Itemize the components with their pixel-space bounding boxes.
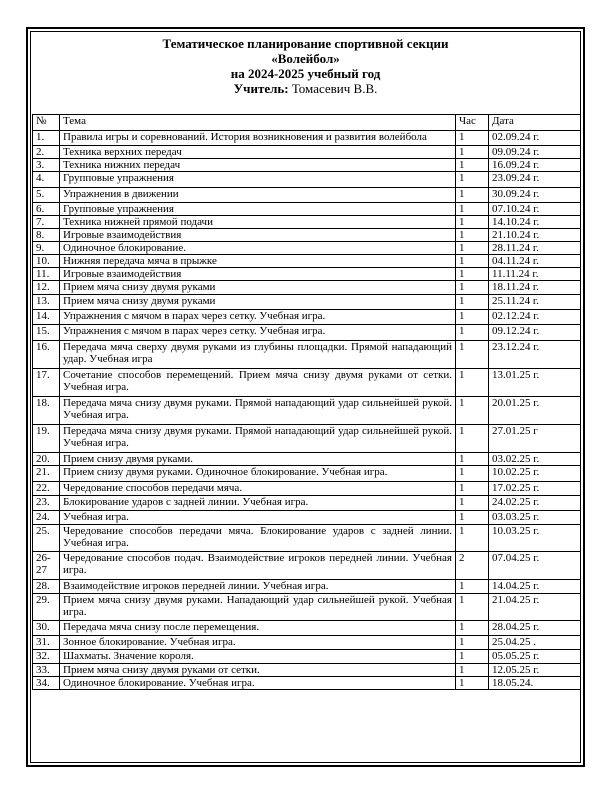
teacher-label: Учитель: xyxy=(233,81,289,96)
table-row xyxy=(33,621,581,636)
row-date: 28.11.24 г. xyxy=(489,242,581,255)
row-number: 23. xyxy=(33,496,60,511)
column-header-number: № xyxy=(33,115,60,131)
row-topic: Техника нижних передач xyxy=(60,159,456,172)
row-topic: Нижняя передача мяча в прыжке xyxy=(60,255,456,268)
row-hours: 1 xyxy=(456,621,489,636)
row-topic: Игровые взаимодействия xyxy=(60,229,456,242)
table-row xyxy=(33,188,581,203)
table-row xyxy=(33,580,581,594)
row-number: 32. xyxy=(33,650,60,664)
table-row xyxy=(33,650,581,664)
document-subtitle: «Волейбол» xyxy=(271,51,340,66)
row-number: 2. xyxy=(33,146,60,159)
row-number: 4. xyxy=(33,172,60,188)
row-topic: Чередование способов подач. Взаимодействие игроков передней линии. Учебная игра. xyxy=(60,552,456,580)
row-date: 07.10.24 г. xyxy=(489,203,581,216)
row-date: 23.12.24 г. xyxy=(489,341,581,369)
row-date: 18.05.24. xyxy=(489,677,581,690)
table-row xyxy=(33,229,581,242)
row-number: 29. xyxy=(33,594,60,621)
row-topic: Игровые взаимодействия xyxy=(60,268,456,281)
row-date: 04.11.24 г. xyxy=(489,255,581,268)
row-hours: 1 xyxy=(456,425,489,453)
row-hours: 1 xyxy=(456,295,489,310)
row-date: 28.04.25 г. xyxy=(489,621,581,636)
row-number: 14. xyxy=(33,310,60,325)
row-number: 15. xyxy=(33,325,60,341)
row-topic: Шахматы. Значение короля. xyxy=(60,650,456,664)
row-number: 31. xyxy=(33,636,60,650)
row-topic: Упражнения с мячом в парах через сетку. Учебная игра. xyxy=(60,325,456,341)
column-header-date: Дата xyxy=(489,115,581,131)
row-hours: 1 xyxy=(456,525,489,552)
row-hours: 1 xyxy=(456,242,489,255)
row-date: 02.09.24 г. xyxy=(489,131,581,146)
row-number: 10. xyxy=(33,255,60,268)
row-number: 3. xyxy=(33,159,60,172)
row-topic: Прием мяча снизу двумя руками. Нападающий удар сильнейшей рукой. Учебная игра. xyxy=(60,594,456,621)
row-date: 25.11.24 г. xyxy=(489,295,581,310)
row-date: 09.12.24 г. xyxy=(489,325,581,341)
row-number: 34. xyxy=(33,677,60,690)
table-row xyxy=(33,636,581,650)
table-row xyxy=(33,677,581,690)
row-number: 1. xyxy=(33,131,60,146)
row-hours: 1 xyxy=(456,369,489,397)
table-row xyxy=(33,496,581,511)
row-topic: Прием мяча снизу двумя руками xyxy=(60,295,456,310)
table-row xyxy=(33,131,581,146)
table-row xyxy=(33,268,581,281)
table-row xyxy=(33,397,581,425)
row-hours: 1 xyxy=(456,496,489,511)
row-date: 10.02.25 г. xyxy=(489,466,581,482)
row-date: 17.02.25 г. xyxy=(489,482,581,496)
row-topic: Передача мяча снизу после перемещения. xyxy=(60,621,456,636)
row-topic: Взаимодействие игроков передней линии. Учебная игра. xyxy=(60,580,456,594)
row-topic: Прием мяча снизу двумя руками xyxy=(60,281,456,295)
table-row xyxy=(33,552,581,580)
row-date: 07.04.25 г. xyxy=(489,552,581,580)
row-topic: Сочетание способов перемещений. Прием мяча снизу двумя руками от сетки. Учебная игра. xyxy=(60,369,456,397)
row-date: 18.11.24 г. xyxy=(489,281,581,295)
column-header-hours: Час xyxy=(456,115,489,131)
row-hours: 1 xyxy=(456,511,489,525)
row-topic: Чередование способов передачи мяча. Блокирование ударов с задней линии. Учебная игра. xyxy=(60,525,456,552)
row-hours: 1 xyxy=(456,636,489,650)
row-hours: 1 xyxy=(456,325,489,341)
row-hours: 1 xyxy=(456,172,489,188)
academic-year: на 2024-2025 учебный год xyxy=(230,66,381,81)
row-topic: Передача мяча снизу двумя руками. Прямой нападающий удар сильнейшей рукой. Учебная игра. xyxy=(60,397,456,425)
row-hours: 1 xyxy=(456,310,489,325)
row-topic: Прием снизу двумя руками. Одиночное блокирование. Учебная игра. xyxy=(60,466,456,482)
row-topic: Техника нижней прямой подачи xyxy=(60,216,456,229)
row-hours: 1 xyxy=(456,580,489,594)
row-number: 22. xyxy=(33,482,60,496)
row-topic: Техника верхних передач xyxy=(60,146,456,159)
document-title: Тематическое планирование спортивной секции xyxy=(162,36,449,51)
row-number: 5. xyxy=(33,188,60,203)
row-topic: Прием мяча снизу двумя руками от сетки. xyxy=(60,664,456,677)
row-topic: Одиночное блокирование. xyxy=(60,242,456,255)
row-date: 13.01.25 г. xyxy=(489,369,581,397)
row-date: 14.10.24 г. xyxy=(489,216,581,229)
row-hours: 1 xyxy=(456,466,489,482)
row-hours: 1 xyxy=(456,341,489,369)
row-hours: 1 xyxy=(456,131,489,146)
table-row xyxy=(33,325,581,341)
table-row xyxy=(33,295,581,310)
row-number: 16. xyxy=(33,341,60,369)
row-number: 12. xyxy=(33,281,60,295)
row-date: 16.09.24 г. xyxy=(489,159,581,172)
table-row xyxy=(33,664,581,677)
row-number: 18. xyxy=(33,397,60,425)
row-date: 11.11.24 г. xyxy=(489,268,581,281)
row-hours: 2 xyxy=(456,552,489,580)
row-hours: 1 xyxy=(456,397,489,425)
table-row xyxy=(33,203,581,216)
row-topic: Блокирование ударов с задней линии. Учебная игра. xyxy=(60,496,456,511)
table-row xyxy=(33,466,581,482)
table-row xyxy=(33,310,581,325)
row-date: 30.09.24 г. xyxy=(489,188,581,203)
row-topic: Учебная игра. xyxy=(60,511,456,525)
row-hours: 1 xyxy=(456,482,489,496)
row-hours: 1 xyxy=(456,255,489,268)
row-topic: Групповые упражнения xyxy=(60,172,456,188)
row-date: 09.09.24 г. xyxy=(489,146,581,159)
row-topic: Передача мяча снизу двумя руками. Прямой нападающий удар сильнейшей рукой. Учебная игра. xyxy=(60,425,456,453)
table-row xyxy=(33,511,581,525)
table-row xyxy=(33,159,581,172)
table-row xyxy=(33,425,581,453)
row-date: 05.05.25 г. xyxy=(489,650,581,664)
row-number: 8. xyxy=(33,229,60,242)
row-hours: 1 xyxy=(456,453,489,466)
row-date: 10.03.25 г. xyxy=(489,525,581,552)
table-row xyxy=(33,216,581,229)
teacher-line xyxy=(30,81,581,96)
row-topic: Одиночное блокирование. Учебная игра. xyxy=(60,677,456,690)
column-header-topic: Тема xyxy=(60,115,456,131)
row-hours: 1 xyxy=(456,229,489,242)
table-row xyxy=(33,482,581,496)
table-row xyxy=(33,242,581,255)
row-number: 17. xyxy=(33,369,60,397)
table-row xyxy=(33,172,581,188)
row-number: 30. xyxy=(33,621,60,636)
row-date: 20.01.25 г. xyxy=(489,397,581,425)
row-date: 27.01.25 г xyxy=(489,425,581,453)
row-number: 21. xyxy=(33,466,60,482)
plan-table-body xyxy=(33,131,581,690)
row-number: 26-27 xyxy=(33,552,60,580)
row-number: 24. xyxy=(33,511,60,525)
row-date: 25.04.25 . xyxy=(489,636,581,650)
row-hours: 1 xyxy=(456,159,489,172)
document-header xyxy=(30,36,581,96)
row-date: 02.12.24 г. xyxy=(489,310,581,325)
row-date: 24.02.25 г. xyxy=(489,496,581,511)
row-topic: Чередование способов передачи мяча. xyxy=(60,482,456,496)
row-number: 33. xyxy=(33,664,60,677)
row-hours: 1 xyxy=(456,146,489,159)
table-row xyxy=(33,146,581,159)
row-date: 14.04.25 г. xyxy=(489,580,581,594)
row-topic: Зонное блокирование. Учебная игра. xyxy=(60,636,456,650)
table-row xyxy=(33,255,581,268)
row-number: 25. xyxy=(33,525,60,552)
row-date: 03.03.25 г. xyxy=(489,511,581,525)
row-date: 23.09.24 г. xyxy=(489,172,581,188)
row-hours: 1 xyxy=(456,268,489,281)
plan-table xyxy=(32,114,581,690)
row-date: 12.05.25 г. xyxy=(489,664,581,677)
row-date: 03.02.25 г. xyxy=(489,453,581,466)
row-number: 19. xyxy=(33,425,60,453)
row-number: 28. xyxy=(33,580,60,594)
row-hours: 1 xyxy=(456,594,489,621)
table-row xyxy=(33,525,581,552)
teacher-name: Томасевич В.В. xyxy=(291,81,378,96)
row-topic: Передача мяча сверху двумя руками из глубины площадки. Прямой нападающий удар. Учебная игра xyxy=(60,341,456,369)
row-topic: Групповые упражнения xyxy=(60,203,456,216)
row-number: 13. xyxy=(33,295,60,310)
row-hours: 1 xyxy=(456,677,489,690)
table-header-row xyxy=(33,115,581,131)
row-date: 21.10.24 г. xyxy=(489,229,581,242)
row-number: 6. xyxy=(33,203,60,216)
row-hours: 1 xyxy=(456,203,489,216)
row-topic: Упражнения с мячом в парах через сетку. Учебная игра. xyxy=(60,310,456,325)
row-hours: 1 xyxy=(456,664,489,677)
row-date: 21.04.25 г. xyxy=(489,594,581,621)
row-number: 20. xyxy=(33,453,60,466)
table-row xyxy=(33,369,581,397)
row-topic: Правила игры и соревнований. История возникновения и развития волейбола xyxy=(60,131,456,146)
row-topic: Прием снизу двумя руками. xyxy=(60,453,456,466)
table-row xyxy=(33,341,581,369)
table-row xyxy=(33,453,581,466)
table-row xyxy=(33,281,581,295)
row-number: 11. xyxy=(33,268,60,281)
row-number: 7. xyxy=(33,216,60,229)
row-hours: 1 xyxy=(456,216,489,229)
row-hours: 1 xyxy=(456,650,489,664)
row-number: 9. xyxy=(33,242,60,255)
row-hours: 1 xyxy=(456,188,489,203)
row-hours: 1 xyxy=(456,281,489,295)
table-row xyxy=(33,594,581,621)
row-topic: Упражнения в движении xyxy=(60,188,456,203)
